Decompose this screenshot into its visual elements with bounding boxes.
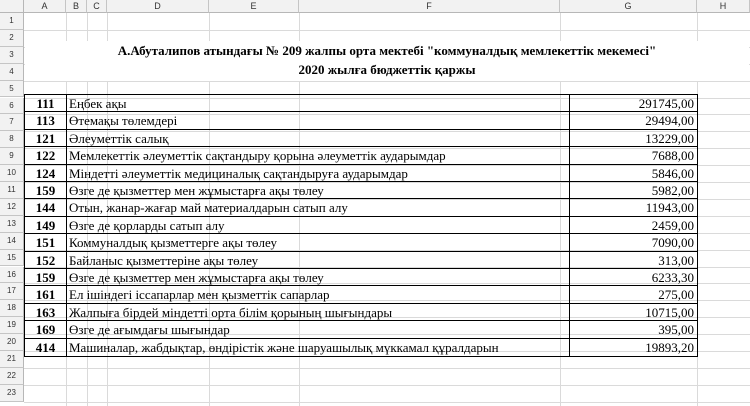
row-gridline [24,402,750,403]
budget-amount-cell[interactable]: 6233,30 [651,270,694,285]
table-row [25,234,697,251]
column-header-e[interactable]: E [209,0,299,13]
column-header-f[interactable]: F [299,0,560,13]
row-header-2[interactable]: 2 [0,30,24,47]
budget-name-cell[interactable]: Өзге де қызметтер мен жұмыстарға ақы төлеу [67,182,570,198]
budget-code-cell[interactable]: 149 [25,217,67,233]
table-row [25,252,697,269]
budget-code-cell[interactable]: 159 [25,269,67,285]
budget-name-cell[interactable]: Міндетті әлеуметтік медициналық сақтандыруға аударымдар [67,165,570,181]
budget-amount-cell[interactable]: 5846,00 [651,165,694,181]
table-row [25,130,697,147]
table-row [25,286,697,303]
budget-code-cell[interactable]: 124 [25,165,67,181]
budget-amount-cell[interactable]: 291745,00 [638,96,694,111]
table-row [25,95,697,112]
budget-name-cell[interactable]: Өзге де ағымдағы шығындар [67,321,570,337]
table-row [25,217,697,234]
budget-name-cell[interactable]: Өтемақы төлемдері [67,112,570,128]
row-header-17[interactable]: 17 [0,283,24,300]
budget-name-cell[interactable]: Машиналар, жабдықтар, өндірістік және шаруашылық мүккамал құралдарын [67,339,570,356]
budget-name-cell[interactable]: Еңбек ақы [67,95,570,111]
row-header-16[interactable]: 16 [0,267,24,284]
budget-amount-cell[interactable]: 7688,00 [651,148,694,164]
row-header-21[interactable]: 21 [0,351,24,368]
table-row [25,182,697,199]
row-header-15[interactable]: 15 [0,250,24,267]
table-row [25,339,697,356]
budget-amount-cell[interactable]: 395,00 [658,322,694,338]
budget-amount-cell[interactable]: 275,00 [658,287,694,303]
column-header-b[interactable]: B [66,0,87,13]
row-gridline [24,30,750,31]
budget-amount-cell[interactable]: 10715,00 [645,304,694,320]
row-header-20[interactable]: 20 [0,334,24,351]
budget-code-cell[interactable]: 111 [25,95,67,111]
select-all-corner[interactable] [0,0,24,13]
row-gridline [24,385,750,386]
budget-code-cell[interactable]: 414 [25,339,67,356]
budget-name-cell[interactable]: Отын, жанар-жағар май материалдарын сатып алу [67,199,570,215]
row-header-9[interactable]: 9 [0,148,24,165]
title-line-1[interactable]: А.Абуталипов атындағы № 209 жалпы орта мектебі "коммуналдық мемлекеттік мекемесі" [117,43,657,58]
budget-name-cell[interactable]: Өзге де қызметтер мен жұмыстарға ақы төлеу [67,269,570,285]
table-row [25,304,697,321]
budget-table [24,94,698,357]
row-header-8[interactable]: 8 [0,131,24,148]
row-header-7[interactable]: 7 [0,114,24,131]
column-header-c[interactable]: C [87,0,107,13]
budget-code-cell[interactable]: 169 [25,321,67,337]
row-header-10[interactable]: 10 [0,165,24,182]
budget-amount-cell[interactable]: 313,00 [658,252,694,268]
budget-amount-cell[interactable]: 11943,00 [645,200,694,216]
budget-amount-cell[interactable]: 7090,00 [651,235,694,251]
budget-name-cell[interactable]: Өзге де қорларды сатып алу [67,217,570,233]
budget-name-cell[interactable]: Ел ішіндегі іссапарлар мен қызметтік сапарлар [67,286,570,302]
column-header-a[interactable]: A [24,0,66,13]
budget-code-cell[interactable]: 144 [25,199,67,215]
budget-amount-cell[interactable]: 13229,00 [645,130,694,146]
table-row [25,199,697,216]
row-header-13[interactable]: 13 [0,216,24,233]
column-header-d[interactable]: D [107,0,209,13]
budget-name-cell[interactable]: Жалпыға бірдей міндетті орта білім қорының шығындары [67,304,570,320]
budget-amount-cell[interactable]: 19893,20 [645,339,694,355]
row-header-18[interactable]: 18 [0,300,24,317]
budget-code-cell[interactable]: 161 [25,286,67,302]
row-header-23[interactable]: 23 [0,385,24,402]
row-header-11[interactable]: 11 [0,182,24,199]
column-header-h[interactable]: H [697,0,750,13]
budget-name-cell[interactable]: Байланыс қызметтеріне ақы төлеу [67,252,570,268]
budget-name-cell[interactable]: Мемлекеттік әлеуметтік сақтандыру қорына әлеуметтік аударымдар [67,147,570,163]
row-gridline [24,368,750,369]
title-line-2[interactable]: 2020 жылға бюджеттік қаржы [298,62,476,77]
budget-code-cell[interactable]: 113 [25,112,67,128]
row-header-3[interactable]: 3 [0,47,24,64]
row-header-4[interactable]: 4 [0,64,24,81]
budget-code-cell[interactable]: 151 [25,234,67,250]
budget-amount-cell[interactable]: 5982,00 [651,183,694,198]
budget-amount-cell[interactable]: 29494,00 [645,113,694,129]
budget-name-cell[interactable]: Коммуналдық қызметтерге ақы төлеу [67,234,570,250]
budget-code-cell[interactable]: 122 [25,147,67,163]
row-header-5[interactable]: 5 [0,81,24,98]
budget-code-cell[interactable]: 159 [25,182,67,198]
table-row [25,165,697,182]
budget-code-cell[interactable]: 152 [25,252,67,268]
table-row [25,112,697,129]
table-row [25,147,697,164]
column-header-g[interactable]: G [560,0,697,13]
table-row [25,321,697,338]
row-header-12[interactable]: 12 [0,199,24,216]
row-header-1[interactable]: 1 [0,13,24,30]
budget-amount-cell[interactable]: 2459,00 [651,217,694,233]
row-header-6[interactable]: 6 [0,98,24,115]
budget-code-cell[interactable]: 121 [25,130,67,146]
row-header-19[interactable]: 19 [0,317,24,334]
budget-name-cell[interactable]: Әлеуметтік салық [67,130,570,146]
budget-code-cell[interactable]: 163 [25,304,67,320]
table-row [25,269,697,286]
row-header-22[interactable]: 22 [0,368,24,385]
row-header-14[interactable]: 14 [0,233,24,250]
